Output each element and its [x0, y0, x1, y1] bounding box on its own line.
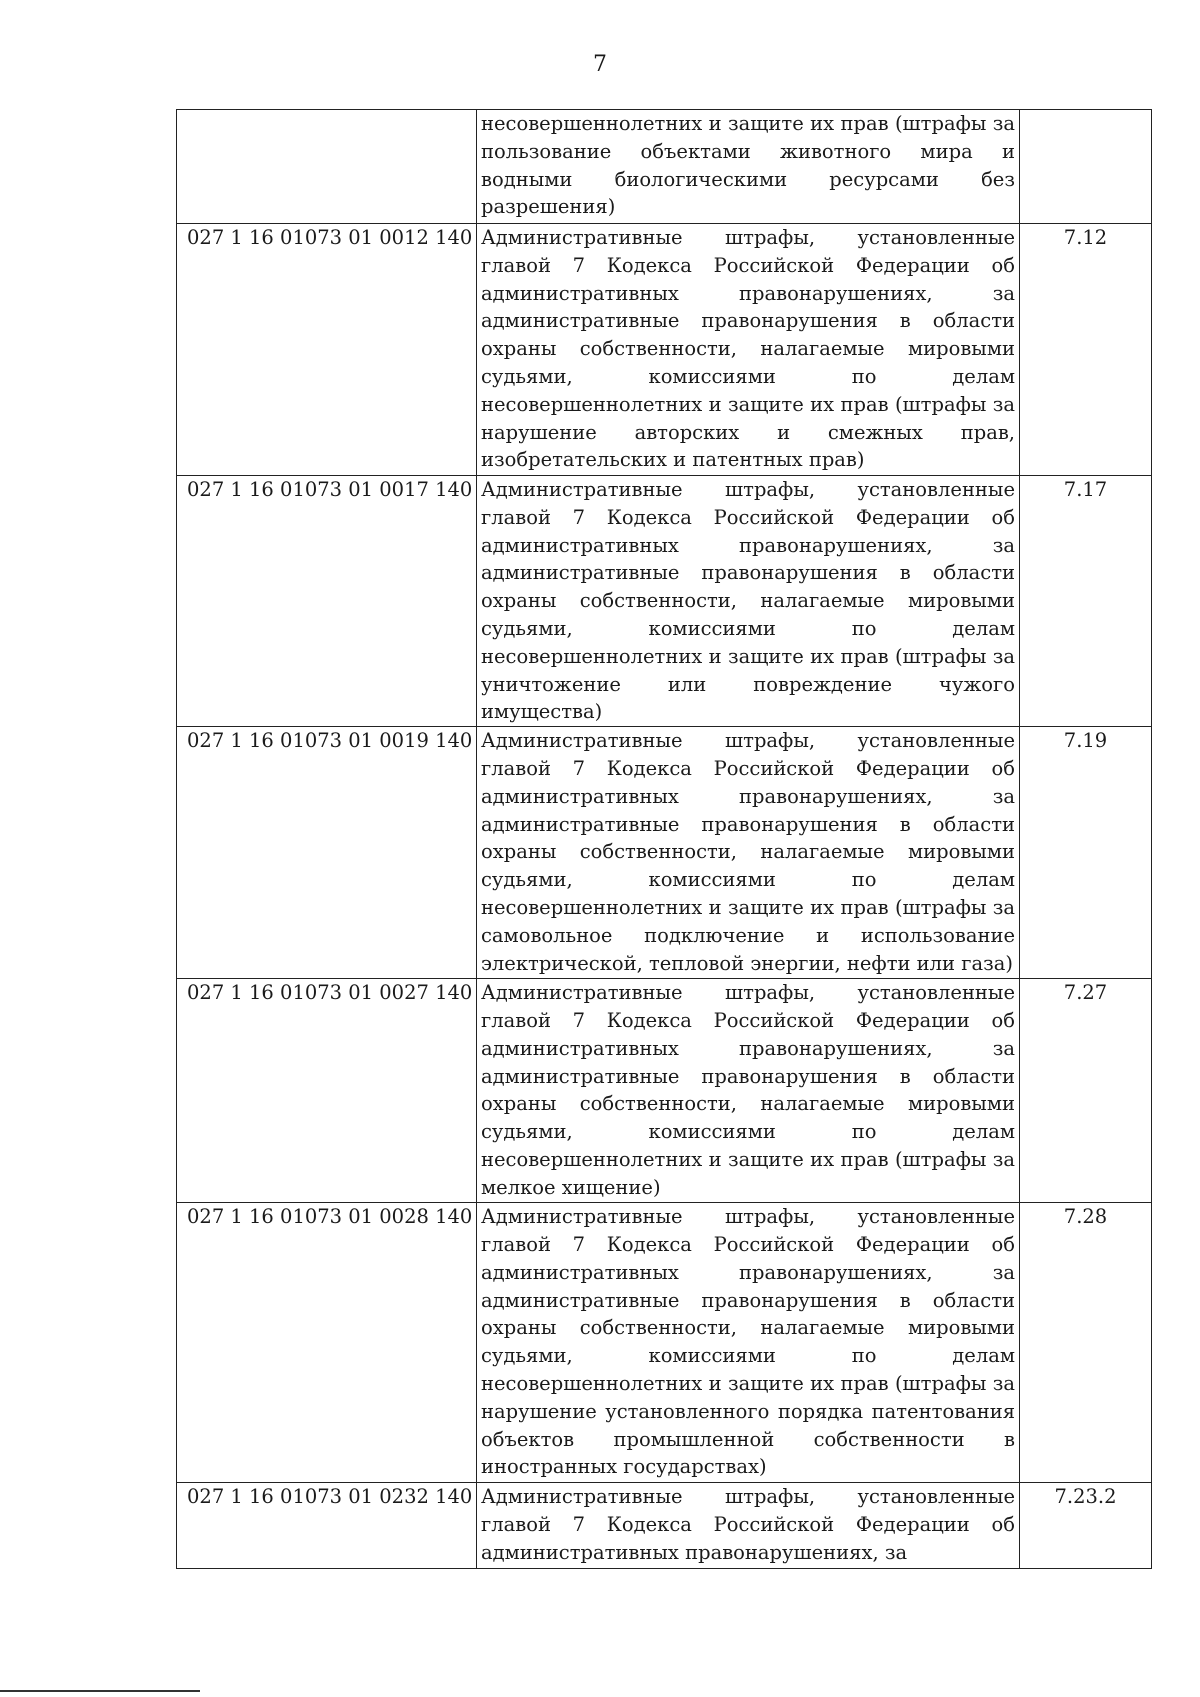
- row-description-cell: Административные штрафы, установленные главой 7 Кодекса Российской Федерации об административных правонарушениях, за: [477, 1483, 1020, 1569]
- row-article-cell: [1020, 110, 1152, 224]
- row-code-cell: 027 1 16 01073 01 0017 140: [177, 476, 477, 727]
- row-code-cell: 027 1 16 01073 01 0019 140: [177, 727, 477, 979]
- page-number: 7: [593, 52, 607, 77]
- table-row: [177, 727, 1152, 979]
- row-article-cell: 7.19: [1020, 727, 1152, 979]
- budget-codes-table: [176, 109, 1152, 1569]
- table-row: [177, 476, 1152, 727]
- row-article-cell: 7.23.2: [1020, 1483, 1152, 1569]
- row-description-cell: Административные штрафы, установленные главой 7 Кодекса Российской Федерации об административных правонарушениях, за административные правонарушения в области охраны собственности, налагаемые мировыми судьями, комиссиями по делам несовершеннолетних и защите их прав (штрафы за нарушение авторских и смежных прав, изобретательских и патентных прав): [477, 224, 1020, 476]
- row-code-cell: 027 1 16 01073 01 0028 140: [177, 1203, 477, 1483]
- row-article-cell: 7.12: [1020, 224, 1152, 476]
- row-article-cell: 7.17: [1020, 476, 1152, 727]
- row-description-cell: Административные штрафы, установленные главой 7 Кодекса Российской Федерации об административных правонарушениях, за административные правонарушения в области охраны собственности, налагаемые мировыми судьями, комиссиями по делам несовершеннолетних и защите их прав (штрафы за уничтожение или повреждение чужого имущества): [477, 476, 1020, 727]
- table-row: [177, 979, 1152, 1203]
- row-description-cell: Административные штрафы, установленные главой 7 Кодекса Российской Федерации об административных правонарушениях, за административные правонарушения в области охраны собственности, налагаемые мировыми судьями, комиссиями по делам несовершеннолетних и защите их прав (штрафы за мелкое хищение): [477, 979, 1020, 1203]
- bottom-scan-edge: [0, 1690, 200, 1692]
- table-row: [177, 1483, 1152, 1569]
- row-description-cell: Административные штрафы, установленные главой 7 Кодекса Российской Федерации об административных правонарушениях, за административные правонарушения в области охраны собственности, налагаемые мировыми судьями, комиссиями по делам несовершеннолетних и защите их прав (штрафы за самовольное подключение и использование электрической, тепловой энергии, нефти или газа): [477, 727, 1020, 979]
- row-article-cell: 7.28: [1020, 1203, 1152, 1483]
- row-code-cell: 027 1 16 01073 01 0027 140: [177, 979, 477, 1203]
- row-code-cell: 027 1 16 01073 01 0012 140: [177, 224, 477, 476]
- row-description-cell: Административные штрафы, установленные главой 7 Кодекса Российской Федерации об административных правонарушениях, за административные правонарушения в области охраны собственности, налагаемые мировыми судьями, комиссиями по делам несовершеннолетних и защите их прав (штрафы за нарушение установленного порядка патентования объектов промышленной собственности в иностранных государствах): [477, 1203, 1020, 1483]
- row-code-cell: 027 1 16 01073 01 0232 140: [177, 1483, 477, 1569]
- row-code-cell: [177, 110, 477, 224]
- table-row: [177, 224, 1152, 476]
- row-article-cell: 7.27: [1020, 979, 1152, 1203]
- row-description-cell: несовершеннолетних и защите их прав (штрафы за пользование объектами животного мира и водными биологическими ресурсами без разрешения): [477, 110, 1020, 224]
- table-row: [177, 1203, 1152, 1483]
- table-row: [177, 110, 1152, 224]
